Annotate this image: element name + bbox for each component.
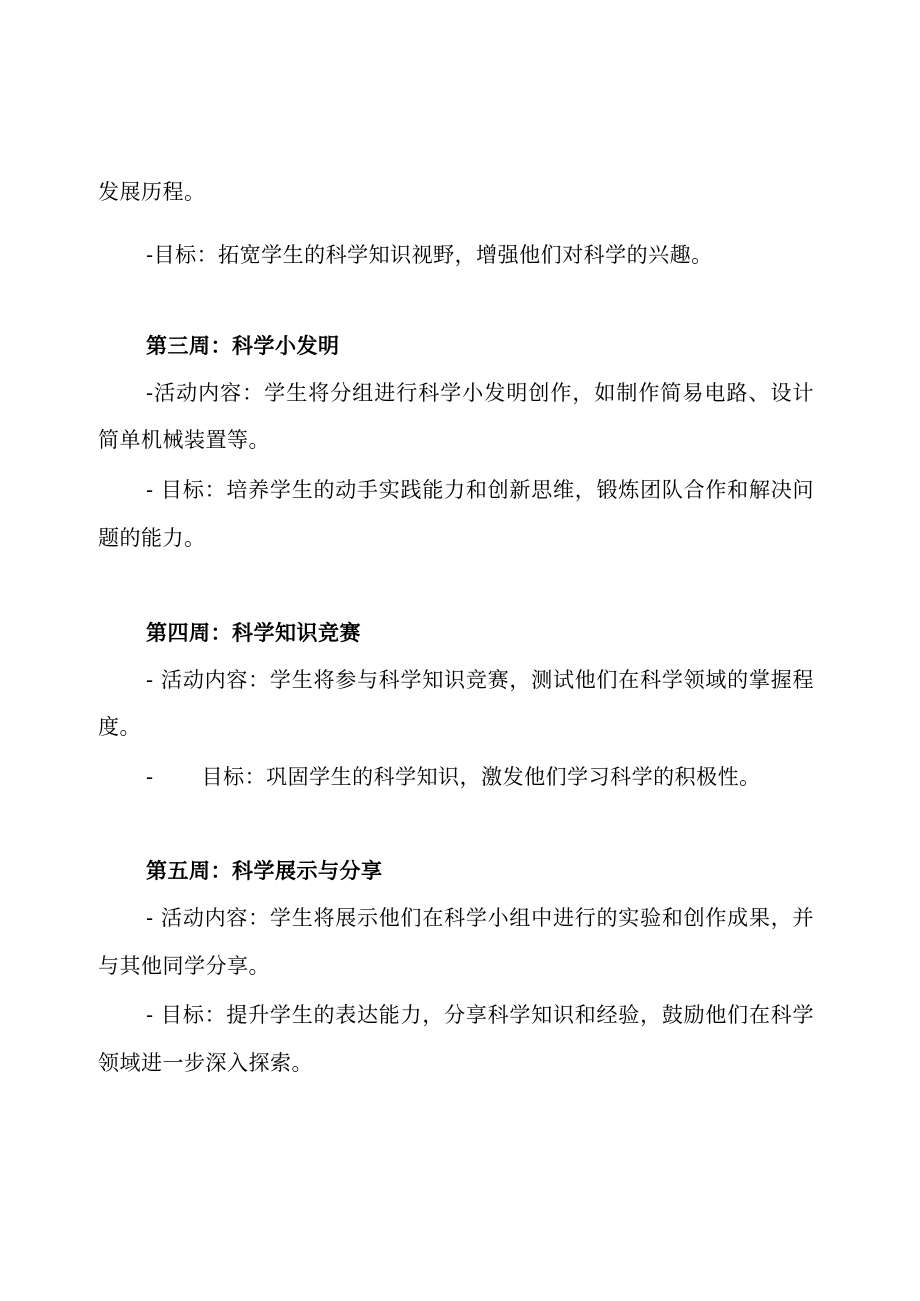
week3-goal-line2: 题的能力。 [98,526,206,550]
week5-goal-line2: 领域进一步深入探索。 [98,1051,313,1075]
week5-activity-line1: - 活动内容：学生将展示他们在科学小组中进行的实验和创作成果，并 [146,906,814,930]
week3-goal-line1: - 目标：培养学生的动手实践能力和创新思维，锻炼团队合作和解决问 [146,478,814,502]
week3-activity-line1: -活动内容：学生将分组进行科学小发明创作，如制作简易电路、设计 [146,381,814,405]
week5-heading: 第五周：科学展示与分享 [146,858,383,883]
week4-goal-line [146,764,761,790]
week4-goal-text: 目标：巩固学生的科学知识，激发他们学习科学的积极性。 [201,765,761,789]
week3-heading: 第三周：科学小发明 [146,333,340,358]
week3-activity-line2: 简单机械装置等。 [98,428,270,452]
week5-activity-line2: 与其他同学分享。 [98,954,270,978]
week4-activity-line2: 度。 [98,715,141,739]
week5-goal-line1: - 目标：提升学生的表达能力，分享科学知识和经验，鼓励他们在科学 [146,1003,814,1027]
week2-goal-text: -目标：拓宽学生的科学知识视野，增强他们对科学的兴趣。 [146,243,713,267]
week4-activity-line1: - 活动内容：学生将参与科学知识竞赛，测试他们在科学领域的掌握程 [146,668,814,692]
week4-goal-dash: - [146,765,154,789]
week4-heading: 第四周：科学知识竞赛 [146,620,361,645]
intro-tail-text: 发展历程。 [98,180,206,204]
